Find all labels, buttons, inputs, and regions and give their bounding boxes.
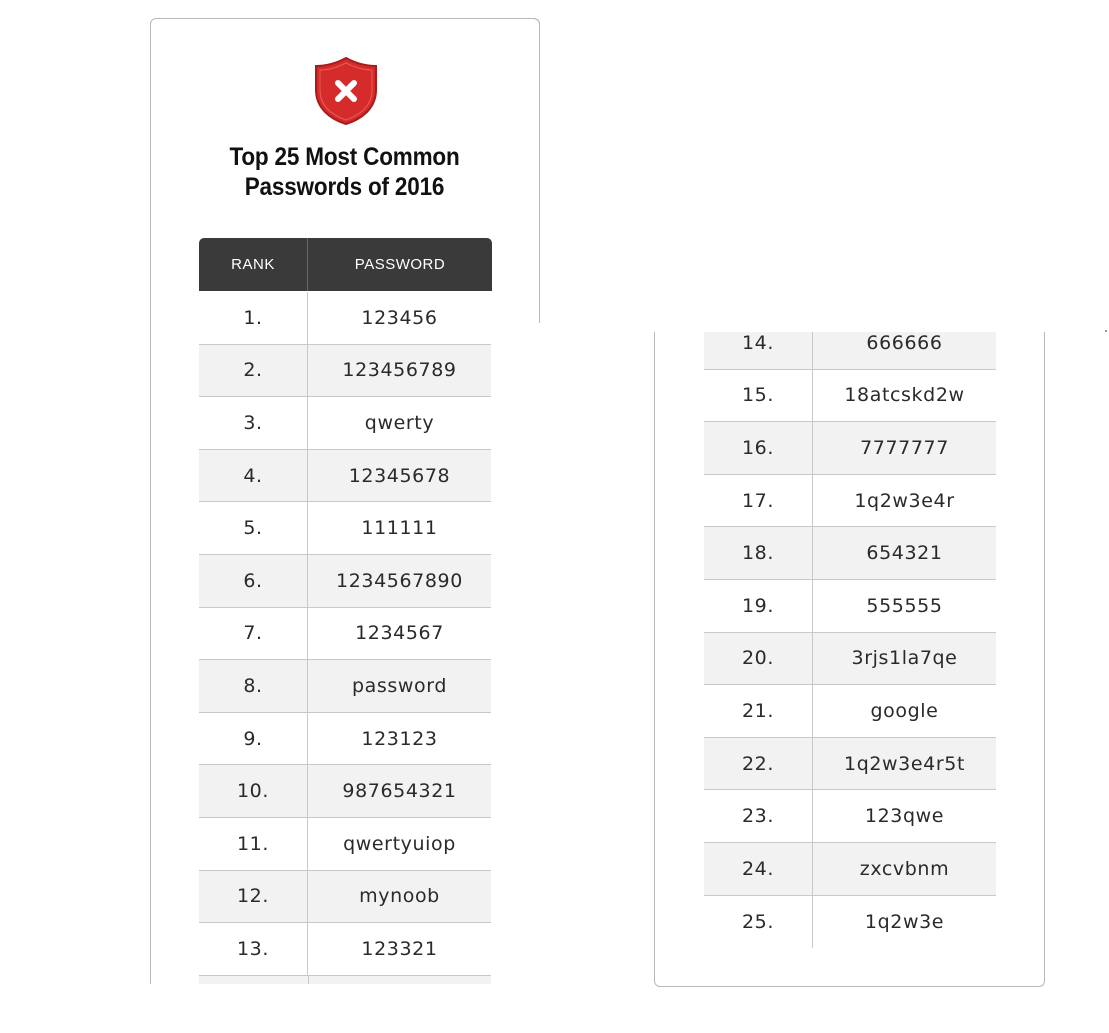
table-row	[704, 790, 996, 843]
rank-cell: 2.	[199, 345, 308, 397]
password-cell: 18atcskd2w	[844, 384, 965, 407]
rank-cell: 11.	[199, 818, 308, 870]
rank-cell: 4.	[199, 450, 308, 502]
password-cell: 111111	[361, 517, 438, 540]
password-cell: 123456	[361, 306, 438, 329]
table-row	[199, 292, 491, 345]
rank-cell: 17.	[704, 475, 813, 527]
password-cell: google	[870, 699, 939, 722]
rank-cell: 1.	[199, 292, 308, 344]
table-row	[704, 475, 996, 528]
password-cell: mynoob	[359, 885, 440, 908]
password-cell: 1q2w3e4r5t	[844, 752, 965, 775]
table-row	[704, 633, 996, 686]
password-cell: 123123	[361, 727, 438, 750]
table-row	[199, 923, 491, 976]
left-card-right-border	[539, 22, 540, 323]
password-cell: 12345678	[348, 464, 451, 487]
table-row-cutoff	[199, 976, 491, 984]
table-row	[704, 896, 996, 949]
rank-cell: 7.	[199, 608, 308, 660]
page-title	[169, 142, 519, 202]
password-cell: 1q2w3e4r	[854, 489, 955, 512]
table-row	[199, 502, 491, 555]
password-table-left	[199, 292, 491, 976]
table-row	[199, 713, 491, 766]
rank-cell: 13.	[199, 923, 308, 975]
rank-cell: 5.	[199, 502, 308, 554]
rank-cell: 14.	[704, 332, 813, 369]
password-cell: 1234567890	[336, 569, 463, 592]
password-cell: 1234567	[355, 622, 444, 645]
left-card-corner	[533, 18, 540, 25]
header-password: PASSWORD	[354, 256, 446, 273]
password-cell: qwerty	[364, 411, 435, 434]
rank-cell: 23.	[704, 790, 813, 842]
table-row	[199, 818, 491, 871]
rank-cell: 9.	[199, 713, 308, 765]
rank-cell: 18.	[704, 527, 813, 579]
title-line-2: Passwords of 2016	[244, 173, 445, 201]
password-cell: 123321	[361, 937, 438, 960]
header-rank: RANK	[199, 238, 308, 291]
password-cell: qwertyuiop	[343, 832, 456, 855]
rank-cell: 6.	[199, 555, 308, 607]
rank-cell: 24.	[704, 843, 813, 895]
rank-cell: 3.	[199, 397, 308, 449]
shield-x-icon	[313, 56, 379, 126]
table-row	[199, 555, 491, 608]
rank-cell: 20.	[704, 633, 813, 685]
table-row	[704, 580, 996, 633]
table-row	[704, 738, 996, 791]
table-row	[199, 450, 491, 503]
password-cell: 987654321	[342, 780, 457, 803]
password-cell: 123qwe	[864, 805, 945, 828]
password-cell: 123456789	[342, 359, 457, 382]
table-row	[199, 345, 491, 398]
right-table-viewport	[655, 332, 1044, 986]
table-row	[199, 765, 491, 818]
rank-cell: 22.	[704, 738, 813, 790]
table-row	[199, 608, 491, 661]
rank-cell: 10.	[199, 765, 308, 817]
table-row	[704, 370, 996, 423]
table-row	[704, 527, 996, 580]
title-line-1: Top 25 Most Common	[229, 143, 460, 171]
password-cell: 7777777	[860, 436, 949, 459]
password-cell: 1q2w3e	[864, 910, 945, 933]
table-header	[199, 238, 492, 291]
password-table-right	[704, 332, 996, 948]
rank-cell: 25.	[704, 896, 813, 949]
password-cell: password	[351, 674, 447, 697]
table-row	[704, 685, 996, 738]
rank-cell: 16.	[704, 422, 813, 474]
password-cell: 3rjs1la7qe	[851, 647, 958, 670]
password-cell: 654321	[866, 542, 943, 565]
table-row	[704, 843, 996, 896]
edge-artifact	[1105, 330, 1107, 332]
rank-cell: 19.	[704, 580, 813, 632]
column-divider	[308, 976, 309, 984]
table-row	[704, 422, 996, 475]
table-row	[199, 660, 491, 713]
password-cell: zxcvbnm	[859, 857, 950, 880]
rank-cell: 12.	[199, 871, 308, 923]
table-row	[704, 332, 996, 370]
rank-cell: 21.	[704, 685, 813, 737]
password-cell: 666666	[866, 332, 943, 354]
password-cell: 555555	[866, 594, 943, 617]
rank-cell: 15.	[704, 370, 813, 422]
table-row	[199, 871, 491, 924]
table-row	[199, 397, 491, 450]
rank-cell: 8.	[199, 660, 308, 712]
